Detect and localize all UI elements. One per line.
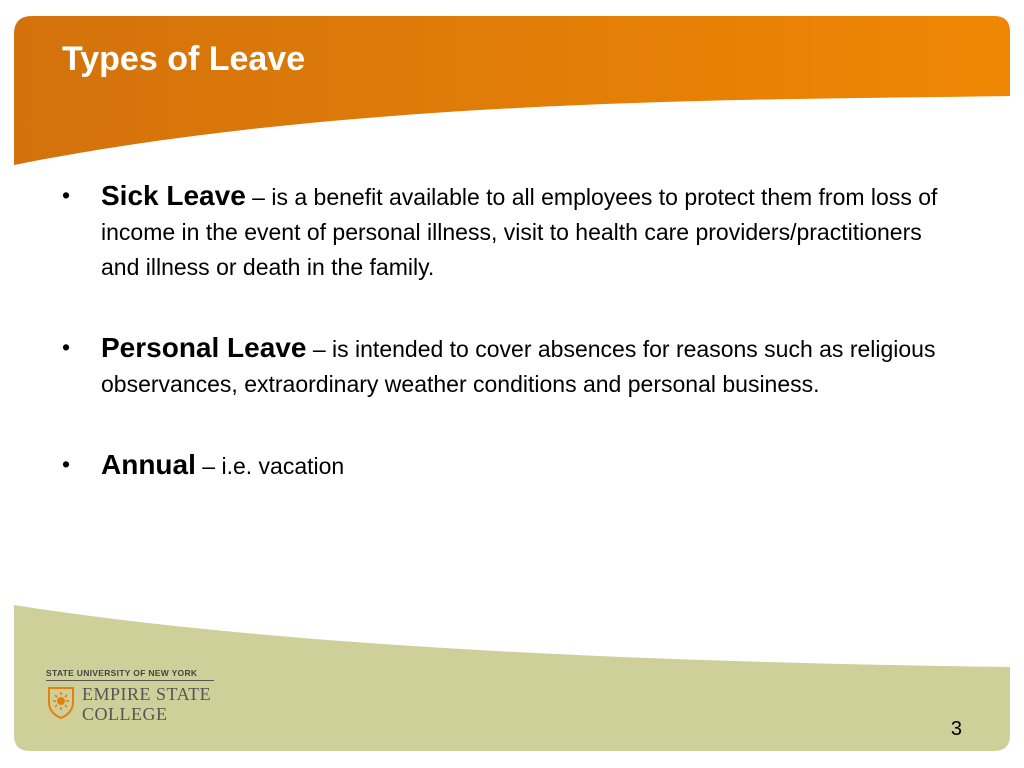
bullet-item [62, 447, 962, 484]
bullet-item [62, 330, 962, 402]
sunburst-shield-icon [46, 684, 76, 720]
bullet-dot: • [62, 334, 71, 360]
bullet-description: – is intended to cover absences for reasons such as religious observances, extraordinary weather conditions and personal business. [101, 336, 936, 397]
page-number: 3 [950, 718, 962, 740]
bullet-list [62, 178, 962, 484]
logo-line-empire-state: EMPIRE STATE [82, 684, 212, 704]
header-band [0, 0, 1024, 175]
college-logo [46, 668, 226, 728]
logo-line-college: COLLEGE [82, 704, 168, 724]
slide-title: Types of Leave [62, 40, 306, 78]
bullet-dot: • [62, 451, 71, 477]
logo-divider [46, 680, 214, 681]
bullet-term: Sick Leave [101, 180, 246, 211]
bullet-dot: • [62, 182, 71, 208]
bullet-item [62, 178, 962, 285]
bullet-description: – i.e. vacation [202, 453, 345, 479]
bullet-description: – is a benefit available to all employees to protect them from loss of income in the event of personal illness, visit to health care providers/practitioners and illness or death in the family. [101, 184, 938, 280]
bullet-term: Annual [101, 449, 196, 480]
logo-university-name: STATE UNIVERSITY OF NEW YORK [46, 668, 198, 678]
bullet-term: Personal Leave [101, 332, 307, 363]
